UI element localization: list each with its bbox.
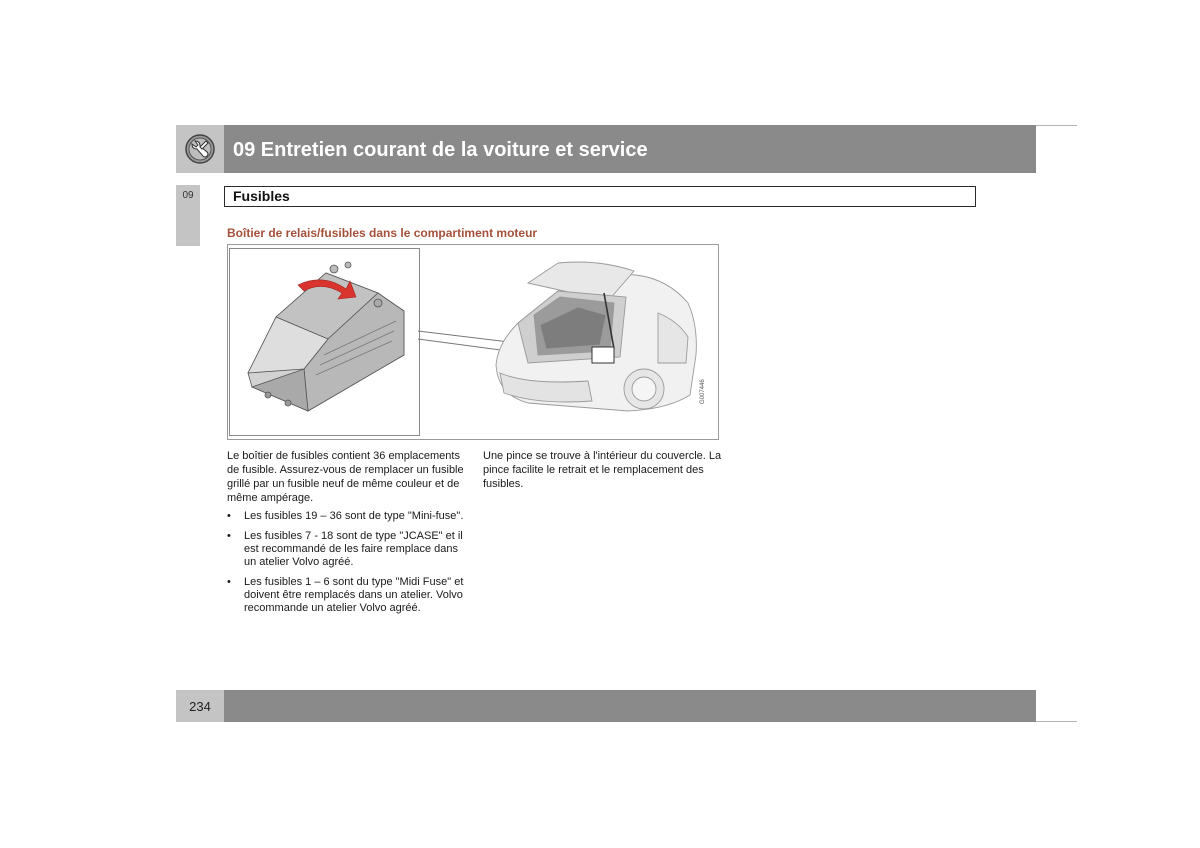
wrench-icon xyxy=(184,133,216,165)
intro-paragraph: Le boîtier de fusibles contient 36 emplacements de fusible. Assurez-vous de remplacer un fusible grillé par un fusible neuf de même couleur et de même ampérage. xyxy=(227,450,464,504)
list-item-text: Les fusibles 19 – 36 sont de type "Mini-fuse". xyxy=(244,510,464,522)
footer-bar xyxy=(224,690,1036,722)
chapter-title: 09 Entretien courant de la voiture et service xyxy=(233,139,648,161)
footer-rule xyxy=(1036,721,1077,722)
section-title: Fusibles xyxy=(233,188,290,204)
engine-fuse-box-illustration xyxy=(228,245,720,441)
page-number: 234 xyxy=(189,699,211,714)
figure-code: G007446 xyxy=(700,379,706,404)
section-title-box xyxy=(224,186,976,207)
subheading: Boîtier de relais/fusibles dans le compartiment moteur xyxy=(227,226,538,240)
list-item xyxy=(227,510,467,523)
bullet-icon: • xyxy=(227,510,231,522)
car-drawing xyxy=(496,262,696,411)
list-item xyxy=(227,576,467,615)
list-item-text: Les fusibles 1 – 6 sont du type "Midi Fuse" et doivent être remplacés dans un atelier. Volvo recommande un atelier Volvo agréé. xyxy=(244,576,464,614)
pliers-paragraph: Une pince se trouve à l'intérieur du couvercle. La pince facilite le retrait et le remplacement des fusibles. xyxy=(483,450,722,490)
side-tab-label: 09 xyxy=(182,190,194,201)
fuse-type-list xyxy=(227,510,467,622)
bullet-icon: • xyxy=(227,530,231,542)
list-item-text: Les fusibles 7 - 18 sont de type "JCASE" et il est recommandé de les faire remplace dans un atelier Volvo agréé. xyxy=(244,530,463,568)
bullet-icon: • xyxy=(227,576,231,588)
list-item xyxy=(227,530,467,569)
header-rule xyxy=(1036,125,1077,126)
